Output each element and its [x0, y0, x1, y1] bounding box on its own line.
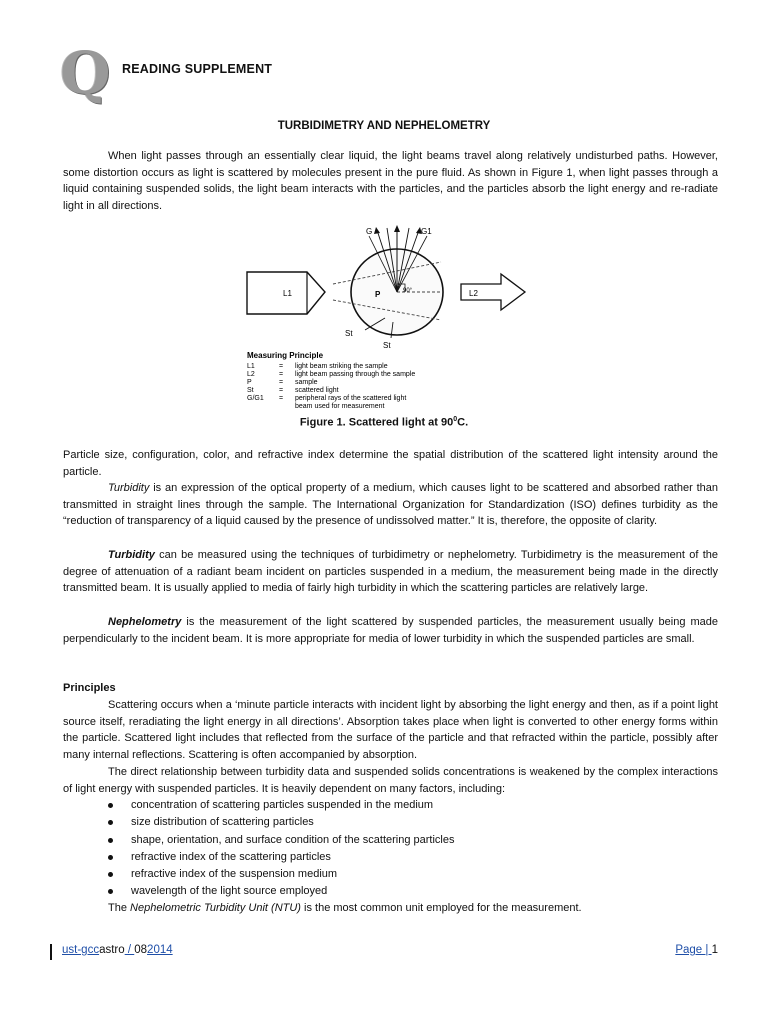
turbidity-definition-paragraph	[63, 480, 718, 530]
legend-eq: =	[279, 387, 284, 394]
list-item	[63, 849, 663, 866]
label-st-2: St	[383, 341, 391, 350]
footer-date-part: 08	[134, 944, 148, 956]
bullet-icon	[108, 838, 113, 843]
nephelometry-text: is the measurement of the light scattered by suspended particles, the measurement usually being made perpendicularly to the incident beam. It is more appropriate for media of lower turbidity in which the suspended particles are small.	[63, 616, 718, 645]
footer-separator: /	[124, 944, 135, 956]
bullet-icon	[108, 872, 113, 877]
caption-text: Figure 1. Scattered light at 90	[299, 416, 454, 429]
header-title: READING SUPPLEMENT	[122, 62, 273, 76]
turbidity-measurement-text: can be measured using the techniques of turbidimetry or nephelometry. Turbidimetry is the measurement of the degree of attenuation of a radiant beam incident on particles suspended in a medium, the measurement being made in the directly transmitted beam. It is usually applied to media of fairly high turbidity in which the scattering particles are relatively large.	[63, 549, 718, 595]
label-l1: L1	[283, 289, 292, 298]
footer-left	[62, 944, 173, 956]
legend-row	[295, 403, 385, 410]
list-item	[63, 866, 663, 883]
ntu-post: is the most common unit employed for the measurement.	[300, 902, 582, 914]
list-item	[63, 797, 663, 814]
particle-paragraph: Particle size, configuration, color, and refractive index determine the spatial distribution of the scattered light intensity around the particle.	[63, 449, 718, 478]
legend-title: Measuring Principle	[247, 351, 324, 360]
list-item-text: size distribution of scattering particles	[131, 816, 314, 829]
legend-desc: beam used for measurement	[295, 403, 385, 410]
factors-list	[63, 797, 663, 901]
turbidity-measurement-paragraph	[63, 547, 718, 597]
footer	[50, 944, 718, 960]
legend-eq: =	[279, 371, 284, 378]
legend-key: G/G1	[247, 395, 264, 402]
list-item-text: shape, orientation, and surface condition of the scattering particles	[131, 833, 455, 846]
ntu-term: Nephelometric Turbidity Unit (NTU)	[130, 902, 301, 914]
q-logo: Q	[60, 39, 111, 107]
bullet-icon	[108, 820, 113, 825]
turbidity-term-bold: Turbidity	[108, 549, 155, 561]
legend-key: L1	[247, 363, 255, 370]
principles-heading: Principles	[63, 682, 116, 694]
list-item	[63, 832, 663, 849]
legend-desc: light beam striking the sample	[295, 363, 388, 370]
bullet-icon	[108, 855, 113, 860]
legend-key: St	[247, 387, 254, 394]
label-g: G	[366, 227, 373, 236]
footer-page	[675, 944, 718, 956]
legend-desc: light beam passing through the sample	[295, 371, 416, 378]
footer-author-text: astro	[99, 944, 125, 956]
label-st-1: St	[345, 329, 353, 338]
figure-caption	[0, 416, 768, 429]
nephelometry-paragraph	[63, 614, 718, 647]
nephelometry-term: Nephelometry	[108, 616, 182, 628]
bullet-icon	[108, 803, 113, 808]
list-item-text: wavelength of the light source employed	[131, 885, 328, 898]
document-title: TURBIDIMETRY AND NEPHELOMETRY	[277, 120, 491, 132]
figure-diagram	[245, 222, 537, 414]
label-g1: G1	[421, 227, 432, 236]
label-angle: 90°	[403, 288, 413, 294]
header	[60, 39, 700, 107]
list-item-text: concentration of scattering particles suspended in the medium	[131, 799, 434, 811]
figure-scattered-light	[245, 222, 537, 414]
footer-year-link[interactable]: 2014	[147, 944, 173, 956]
legend-key: L2	[247, 371, 255, 378]
list-item-text: refractive index of the suspension medium	[131, 868, 338, 881]
page-label: Page |	[675, 944, 712, 956]
caption-superscript: 0	[453, 416, 458, 423]
legend-desc: peripheral rays of the scattered light	[295, 395, 407, 402]
bullet-icon	[108, 889, 113, 894]
footer-author-link[interactable]: ust-gcc	[62, 944, 100, 956]
legend-eq: =	[279, 379, 284, 386]
principles-paragraph-1: Scattering occurs when a ‘minute particle interacts with incident light by absorbing the light energy and then, as if a point light source itself, reradiating the light energy in all directions’. Absorption takes place when light is converted to other energy forms within the particle. Scattered light includes that reflected from the surface of the particle and that refracted within the particle, possibly after many internal reflections. Scattering is often accompanied by absorption.	[63, 699, 718, 762]
legend-desc: sample	[295, 379, 318, 386]
legend-eq: =	[279, 395, 284, 402]
page-number: 1	[711, 944, 718, 956]
legend-key: P	[247, 379, 252, 386]
ntu-paragraph	[63, 900, 718, 917]
list-item	[63, 883, 663, 900]
turbidity-definition-text: is an expression of the optical property of a medium, which causes light to be scattered and absorbed rather than transmitted in straight lines through the sample. The International Organization for Standardization (ISO) defines turbidity as the “reduction of transparency of a liquid caused by the presence of undissolved matter.” It is, therefore, the opposite of clarity.	[63, 482, 718, 528]
turbidity-term: Turbidity	[108, 482, 150, 494]
caption-unit: C.	[457, 416, 469, 429]
principles-paragraph-2: The direct relationship between turbidity data and suspended solids concentrations is weakened by the complex interactions of light energy with suspended particles. It is heavily dependent on many factors, including:	[63, 766, 718, 795]
list-item-text: refractive index of the scattering particles	[131, 850, 331, 863]
label-p: P	[375, 290, 381, 299]
label-l2: L2	[469, 289, 478, 298]
footer-bar	[50, 944, 52, 960]
ntu-pre: The	[108, 902, 131, 914]
legend-eq: =	[279, 363, 284, 370]
list-item	[63, 814, 663, 831]
intro-paragraph: When light passes through an essentially clear liquid, the light beams travel along relatively undisturbed paths. However, some distortion occurs as light is scattered by molecules present in the pure fluid. As shown in Figure 1, when light passes through a liquid containing suspended solids, the light beam interacts with the particles, and the particles absorb the light energy and re-radiate light in all directions.	[63, 150, 718, 213]
legend-desc: scattered light	[295, 387, 339, 394]
